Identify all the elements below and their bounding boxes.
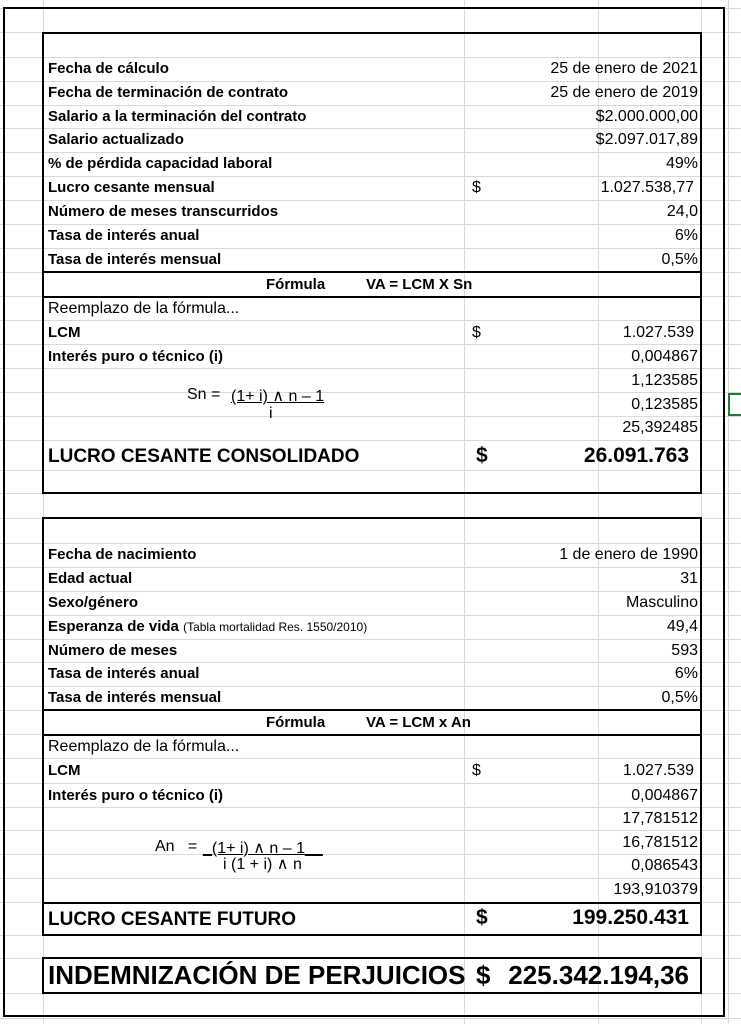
row-value: 25 de enero de 2021 bbox=[550, 60, 698, 77]
row-label: Tasa de interés anual bbox=[48, 227, 200, 244]
table-row[interactable] bbox=[44, 128, 700, 152]
row-value: 25 de enero de 2019 bbox=[550, 84, 698, 101]
row-label: Sexo/género bbox=[48, 594, 139, 611]
row-value: Masculino bbox=[625, 594, 698, 611]
an-lhs: An = bbox=[155, 838, 202, 855]
row-value: 49% bbox=[665, 155, 698, 172]
row-label: Salario a la terminación del contrato bbox=[48, 108, 307, 125]
row-value: 0,5% bbox=[661, 689, 698, 706]
row-label: Fecha de terminación de contrato bbox=[48, 84, 289, 101]
interest-label: Interés puro o técnico (i) bbox=[48, 787, 224, 804]
an-step-value: 0,086543 bbox=[631, 857, 698, 874]
formula-label: Fórmula bbox=[266, 276, 326, 293]
row-gridline bbox=[0, 1018, 741, 1019]
sn-numerator: (1+ i) ∧ n – 1 bbox=[231, 388, 325, 405]
table-row[interactable] bbox=[44, 878, 700, 902]
row-value: 1 de enero de 1990 bbox=[559, 546, 698, 563]
interest-value: 0,004867 bbox=[631, 348, 698, 365]
table-row[interactable] bbox=[44, 759, 700, 783]
interest-label: Interés puro o técnico (i) bbox=[48, 348, 224, 365]
formula-label: Fórmula bbox=[266, 714, 326, 731]
row-value: $2.097.017,89 bbox=[595, 131, 698, 148]
row-label: Tasa de interés mensual bbox=[48, 251, 222, 268]
lcm-value: 1.027.539 bbox=[622, 324, 694, 341]
table-row[interactable] bbox=[44, 369, 700, 393]
an-numerator: _(1+ i) ∧ n – 1__ bbox=[203, 840, 323, 857]
row-value: 6% bbox=[674, 665, 698, 682]
sn-lhs: Sn = bbox=[187, 386, 221, 403]
table-row[interactable] bbox=[44, 543, 700, 567]
table-row[interactable] bbox=[44, 345, 700, 369]
row-value: $2.000.000,00 bbox=[595, 108, 698, 125]
replacement-label: Reemplazo de la fórmula... bbox=[48, 300, 240, 317]
consolidado-total-value: 26.091.763 bbox=[583, 444, 689, 467]
formula-expression: VA = LCM x An bbox=[366, 714, 471, 731]
table-row[interactable] bbox=[44, 200, 700, 224]
table-row[interactable] bbox=[44, 662, 700, 686]
row-label: Tasa de interés anual bbox=[48, 665, 200, 682]
table-row[interactable] bbox=[44, 321, 700, 345]
table-row[interactable] bbox=[44, 393, 700, 417]
table-row[interactable] bbox=[44, 591, 700, 615]
table-row[interactable] bbox=[44, 416, 700, 440]
an-step-value: 17,781512 bbox=[622, 810, 698, 827]
currency-symbol: $ bbox=[472, 324, 481, 341]
an-denominator: i (1 + i) ∧ n bbox=[223, 856, 302, 873]
currency-symbol: $ bbox=[476, 906, 488, 929]
futuro-total-value: 199.250.431 bbox=[572, 906, 689, 929]
row-label: Número de meses bbox=[48, 642, 178, 659]
sn-step-value: 0,123585 bbox=[631, 396, 698, 413]
currency-symbol: $ bbox=[472, 762, 481, 779]
row-value: 593 bbox=[671, 642, 698, 659]
table-row[interactable] bbox=[44, 224, 700, 248]
row-value: 49,4 bbox=[666, 618, 698, 635]
row-value: 31 bbox=[680, 570, 698, 587]
table-row[interactable] bbox=[44, 686, 700, 710]
row-label bbox=[48, 615, 367, 639]
grand-total-value: 225.342.194,36 bbox=[508, 960, 689, 990]
row-label: Número de meses transcurridos bbox=[48, 203, 279, 220]
table-row[interactable] bbox=[44, 615, 700, 639]
formula-row[interactable] bbox=[44, 711, 700, 735]
table-row[interactable] bbox=[44, 105, 700, 129]
row-label: % de pérdida capacidad laboral bbox=[48, 155, 273, 172]
table-row[interactable] bbox=[44, 854, 700, 878]
row-label: Fecha de cálculo bbox=[48, 60, 169, 77]
consolidado-total-label: LUCRO CESANTE CONSOLIDADO bbox=[48, 446, 360, 467]
currency-symbol: $ bbox=[476, 960, 491, 990]
row-label: Fecha de nacimiento bbox=[48, 546, 197, 563]
futuro-total-label: LUCRO CESANTE FUTURO bbox=[48, 909, 297, 930]
row-value: 24,0 bbox=[666, 203, 698, 220]
lcm-label: LCM bbox=[48, 324, 81, 341]
lcm-label: LCM bbox=[48, 762, 81, 779]
table-row[interactable] bbox=[44, 81, 700, 105]
row-value: 0,5% bbox=[661, 251, 698, 268]
column-gridline bbox=[728, 0, 729, 1024]
formula-expression: VA = LCM X Sn bbox=[366, 276, 473, 293]
section-divider bbox=[42, 902, 702, 904]
table-row[interactable] bbox=[44, 567, 700, 591]
table-row[interactable] bbox=[44, 57, 700, 81]
sn-step-value: 1,123585 bbox=[631, 372, 698, 389]
table-row[interactable] bbox=[44, 735, 700, 759]
row-label: Lucro cesante mensual bbox=[48, 179, 215, 196]
table-row[interactable] bbox=[44, 297, 700, 321]
row-label: Edad actual bbox=[48, 570, 133, 587]
table-row[interactable] bbox=[44, 807, 700, 831]
row-label: Tasa de interés mensual bbox=[48, 689, 222, 706]
row-value: 1.027.538,77 bbox=[600, 179, 694, 196]
grand-total-label: INDEMNIZACIÓN DE PERJUICIOS bbox=[48, 960, 466, 990]
mortality-table-note: (Tabla mortalidad Res. 1550/2010) bbox=[183, 620, 368, 634]
active-cell-selection[interactable] bbox=[728, 393, 741, 416]
table-row[interactable] bbox=[44, 831, 700, 855]
an-step-value: 16,781512 bbox=[622, 834, 698, 851]
sn-denominator: i bbox=[269, 405, 273, 422]
table-row[interactable] bbox=[44, 639, 700, 663]
row-value: 6% bbox=[674, 227, 698, 244]
replacement-label: Reemplazo de la fórmula... bbox=[48, 738, 240, 755]
table-row[interactable] bbox=[44, 784, 700, 808]
table-row[interactable] bbox=[44, 248, 700, 272]
an-step-value: 193,910379 bbox=[613, 881, 698, 898]
sn-step-value: 25,392485 bbox=[622, 419, 698, 436]
currency-symbol: $ bbox=[476, 444, 488, 467]
formula-row[interactable] bbox=[44, 273, 700, 297]
lcm-value: 1.027.539 bbox=[622, 762, 694, 779]
row-label: Salario actualizado bbox=[48, 131, 184, 148]
table-row[interactable] bbox=[44, 152, 700, 176]
interest-value: 0,004867 bbox=[631, 787, 698, 804]
life-expectancy-label: Esperanza de vida bbox=[48, 618, 179, 635]
table-row[interactable] bbox=[44, 176, 700, 200]
currency-symbol: $ bbox=[472, 179, 481, 196]
